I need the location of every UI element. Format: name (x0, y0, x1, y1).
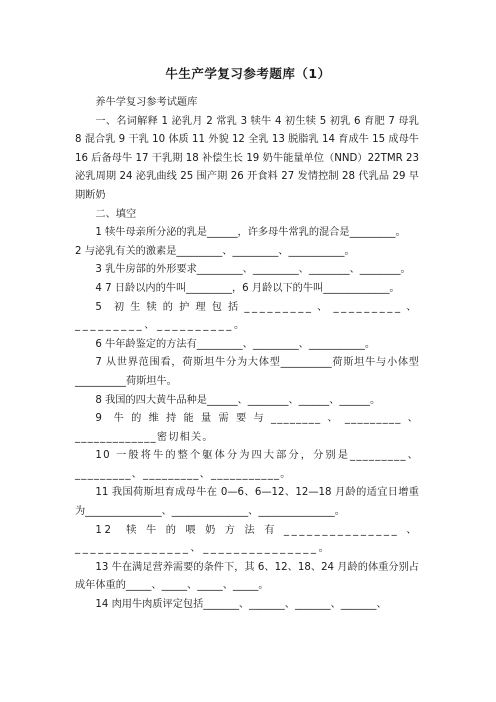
question-6: 6 牛年龄鉴定的方法有_________、_________、___________。 (95, 338, 376, 350)
question-4: 4 7 日龄以内的牛叫_________，6 月龄以下的牛叫_____________。 (95, 282, 400, 294)
question-10: 10 一般将牛的整个躯体分为四大部分，分别是_________、_________、_________、___________。 (75, 450, 419, 480)
question-11: 11 我国荷斯坦育成母牛在 0—6、6—12、12—18 月龄的适宜日增重为_______________、_______________、_______________。 (75, 487, 419, 518)
question-13: 13 牛在满足营养需要的条件下，其 6、12、18、24 月龄的体重分别占成年体重的_____、_____、_____、_____。 (75, 561, 419, 592)
question-7: 7 从世界范围看，荷斯坦牛分为大体型__________荷斯坦牛与小体型__________荷斯坦牛。 (75, 357, 419, 387)
document-body (75, 94, 419, 615)
question-5: 5 初生犊的护理包括_________、_________、_________、__________。 (75, 301, 419, 332)
section-heading: 养牛学复习参考试题库 (95, 97, 198, 108)
question-14: 14 肉用牛肉质评定包括_______、_______、_______、_______、 (95, 599, 387, 611)
document-title: 牛生产学复习参考题库（1） (165, 66, 331, 81)
section-heading: 二、填空 (95, 208, 137, 220)
question-2: 2 与泌乳有关的激素是_________、_________、___________。 (75, 245, 355, 257)
terms-list: 一、名词解释 1 泌乳月 2 常乳 3 犊牛 4 初生犊 5 初乳 6 育肥 7 母乳 8 混合乳 9 干乳 10 体质 11 外貌 12 全乳 13 脱脂乳 14 育成牛 15 成母牛 16 后备母牛 17 干乳期 18 补偿生长 19 奶牛能量单位（NND）22TMR 23 泌乳周期 24 泌乳曲线 25 围产期 26 开食料 27 发情控制 28 代乳品 29 早期断奶 (75, 115, 419, 201)
question-12: 12 犊牛的喂奶方法有_______________、_______________、_______________。 (75, 524, 419, 555)
question-1: 1 犊牛母亲所分泌的乳是______，许多母牛常乳的混合是_________。 (95, 227, 406, 239)
question-8: 8 我国的四大黄牛品种是______、________、______、______。 (95, 394, 381, 406)
question-3: 3 乳牛房部的外形要求_________、_________、________、________。 (95, 264, 411, 276)
question-9: 9 牛的维持能量需要与________、_________、_____________密切相关。 (75, 413, 419, 443)
